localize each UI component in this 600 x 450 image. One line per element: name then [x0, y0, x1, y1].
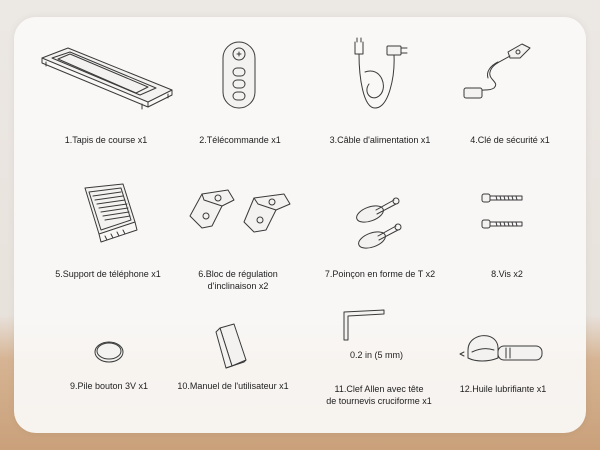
item-3-label: 3.Câble d'alimentation x1	[329, 135, 431, 145]
item-6-label-line2: d'inclinaison x2	[207, 281, 269, 291]
treadmill-icon	[30, 40, 190, 110]
item-7-label: 7.Poinçon en forme de T x2	[324, 269, 436, 279]
safety-key-icon	[460, 40, 540, 106]
item-9-label: 9.Pile bouton 3V x1	[69, 381, 149, 391]
incline-block-icon	[182, 186, 292, 238]
remote-control-icon	[220, 40, 260, 112]
allen-key-icon	[340, 306, 390, 346]
item-5-label: 5.Support de téléphone x1	[55, 269, 161, 279]
item-4-label: 4.Clé de sécurité x1	[470, 135, 550, 145]
phone-holder-icon	[75, 182, 145, 248]
item-11-label-line1: 11.Clef Allen avec tête	[334, 384, 424, 394]
coin-battery-icon	[93, 340, 125, 364]
t-punch-icon	[354, 190, 414, 256]
screw-icon	[480, 192, 526, 232]
item-1-label: 1.Tapis de course x1	[64, 135, 148, 145]
item-11-label-line2: de tournevis cruciforme x1	[326, 396, 432, 406]
item-8-label: 8.Vis x2	[491, 269, 523, 279]
item-6-label-line1: 6.Bloc de régulation	[198, 269, 278, 279]
power-cable-icon	[345, 36, 415, 116]
item-2-label: 2.Télécommande x1	[199, 135, 281, 145]
allen-key-dimension: 0.2 in (5 mm)	[350, 350, 404, 360]
lubricant-oil-icon	[458, 330, 548, 370]
item-10-label: 10.Manuel de l'utilisateur x1	[177, 381, 289, 391]
item-12-label: 12.Huile lubrifiante x1	[459, 384, 547, 394]
manual-icon	[212, 322, 252, 372]
